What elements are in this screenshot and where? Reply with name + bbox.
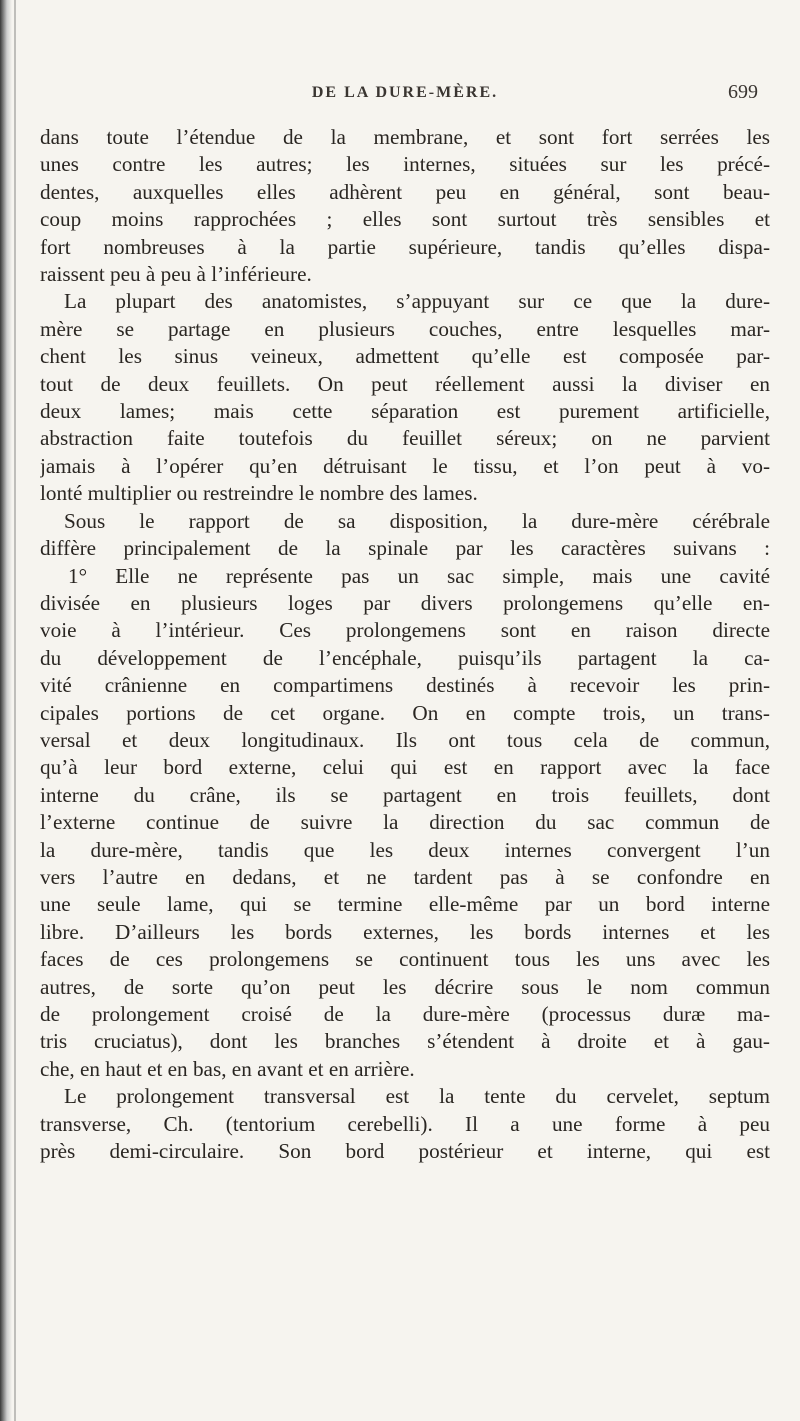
text-line: voie à l’intérieur. Ces prolongemens sont en raison directe — [40, 618, 770, 643]
text-line: libre. D’ailleurs les bords externes, les bords internes et les — [40, 919, 770, 944]
text-line: 1° Elle ne représente pas un sac simple, mais une cavité — [68, 563, 770, 588]
text-line: interne du crâne, ils se partagent en trois feuillets, dont — [40, 782, 770, 807]
text-line: près demi-circulaire. Son bord postérieur et interne, qui est — [40, 1139, 770, 1164]
text-line: vers l’autre en dedans, et ne tardent pas à se confondre en — [40, 864, 770, 889]
text-line: faces de ces prolongemens se continuent tous les uns avec les — [40, 947, 770, 972]
text-line: tris cruciatus), dont les branches s’étendent à droite et à gau- — [40, 1029, 770, 1054]
scan-binding-shadow — [0, 0, 12, 1421]
running-title: DE LA DURE-MÈRE. — [311, 84, 499, 101]
book-page — [40, 81, 770, 1165]
running-head — [40, 81, 770, 118]
text-line: tout de deux feuillets. On peut réellement aussi la diviser en — [40, 371, 770, 396]
text-line: diffère principalement de la spinale par les caractères suivans : — [40, 536, 770, 561]
text-line: qu’à leur bord externe, celui qui est en rapport avec la face — [40, 755, 770, 780]
text-line: Le prolongement transversal est la tente du cervelet, septum — [64, 1084, 770, 1109]
text-line: dans toute l’étendue de la membrane, et sont fort serrées les — [40, 125, 770, 149]
text-line: La plupart des anatomistes, s’appuyant sur ce que la dure- — [64, 289, 770, 314]
text-line: versal et deux longitudinaux. Ils ont tous cela de commun, — [40, 727, 770, 752]
text-line: Sous le rapport de sa disposition, la dure-mère cérébrale — [64, 508, 770, 533]
text-line: coup moins rapprochées ; elles sont surtout très sensibles et — [40, 207, 770, 232]
text-line: une seule lame, qui se termine elle-même par un bord interne — [40, 892, 770, 917]
page-number: 699 — [728, 81, 758, 103]
text-line: de prolongement croisé de la dure-mère (processus duræ ma- — [40, 1002, 770, 1026]
text-line: mère se partage en plusieurs couches, entre lesquelles mar- — [40, 316, 770, 341]
text-line: autres, de sorte qu’on peut les décrire sous le nom commun — [40, 974, 770, 999]
text-line: che, en haut et en bas, en avant et en arrière. — [40, 1056, 415, 1081]
text-line: abstraction faite toutefois du feuillet séreux; on ne parvient — [40, 426, 770, 451]
text-line: fort nombreuses à la partie supérieure, tandis qu’elles dispa- — [40, 234, 770, 259]
text-line: la dure-mère, tandis que les deux internes convergent l’un — [40, 837, 770, 862]
text-line: cipales portions de cet organe. On en compte trois, un trans- — [40, 700, 770, 725]
text-line: jamais à l’opérer qu’en détruisant le tissu, et l’on peut à vo- — [40, 453, 770, 478]
text-line: divisée en plusieurs loges par divers prolongemens qu’elle en- — [40, 590, 770, 615]
text-line: raissent peu à peu à l’inférieure. — [40, 262, 312, 287]
text-line: chent les sinus veineux, admettent qu’elle est composée par- — [40, 344, 770, 369]
text-line: unes contre les autres; les internes, situées sur les précé- — [40, 152, 770, 177]
text-line: l’externe continue de suivre la direction du sac commun de — [40, 810, 770, 835]
text-line: transverse, Ch. (tentorium cerebelli). Il a une forme à peu — [40, 1111, 770, 1136]
text-line: vité crânienne en compartimens destinés à recevoir les prin- — [40, 673, 770, 698]
text-line: du développement de l’encéphale, puisqu’ils partagent la ca- — [40, 645, 770, 670]
binding-line — [14, 0, 16, 1421]
text-line: lonté multiplier ou restreindre le nombre des lames. — [40, 481, 478, 506]
text-line: deux lames; mais cette séparation est purement artificielle, — [40, 399, 770, 424]
body-text — [40, 124, 770, 1165]
text-line: dentes, auxquelles elles adhèrent peu en général, sont beau- — [40, 179, 770, 204]
